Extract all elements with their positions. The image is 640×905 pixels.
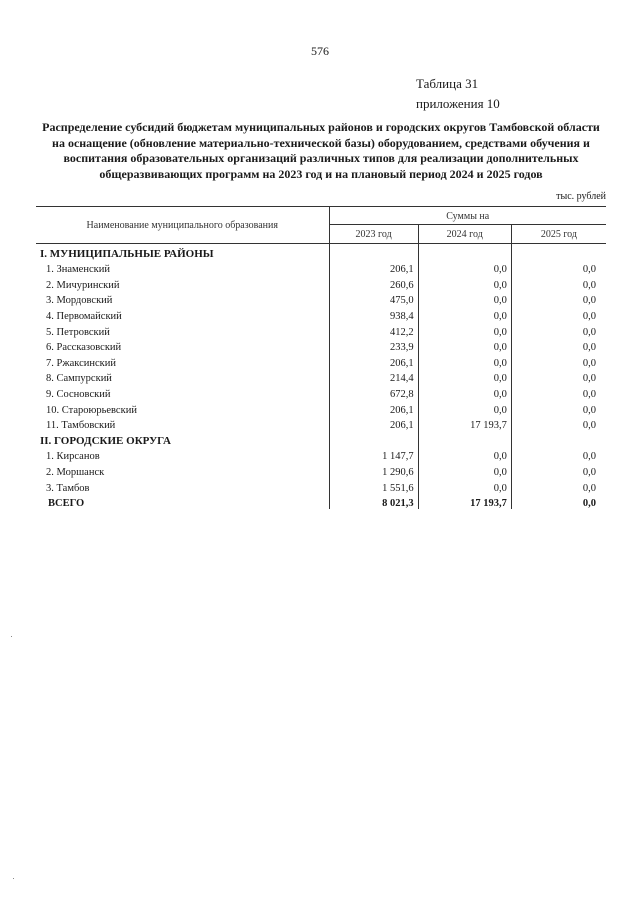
header-municipality: Наименование муниципального образования xyxy=(36,207,329,244)
row-name: ВСЕГО xyxy=(48,498,85,510)
scan-speck xyxy=(11,636,12,637)
value-2023: 938,4 xyxy=(329,306,418,322)
value-2025: 0,0 xyxy=(511,400,606,416)
value-2025: 0,0 xyxy=(511,291,606,307)
value-2025: 0,0 xyxy=(511,306,606,322)
value-2025 xyxy=(511,244,606,260)
value-2023: 233,9 xyxy=(329,338,418,354)
row-name: 2. Моршанск xyxy=(46,466,105,478)
value-2024: 0,0 xyxy=(418,384,511,400)
table-row xyxy=(36,447,606,463)
header-year-2024: 2024 год xyxy=(418,224,511,243)
scan-speck xyxy=(13,878,14,879)
table-row xyxy=(36,353,606,369)
value-2025: 0,0 xyxy=(511,494,606,510)
value-2025: 0,0 xyxy=(511,462,606,478)
row-name: 5. Петровский xyxy=(46,326,110,338)
value-2024: 0,0 xyxy=(418,291,511,307)
table-row xyxy=(36,462,606,478)
value-2023: 672,8 xyxy=(329,384,418,400)
table-row xyxy=(36,384,606,400)
header-year-2023: 2023 год xyxy=(329,224,418,243)
value-2025: 0,0 xyxy=(511,353,606,369)
value-2023: 1 147,7 xyxy=(329,447,418,463)
value-2023: 1 551,6 xyxy=(329,478,418,494)
value-2023: 260,6 xyxy=(329,275,418,291)
header-year-2025: 2025 год xyxy=(511,224,606,243)
table-row xyxy=(36,275,606,291)
value-2024 xyxy=(418,244,511,260)
row-name: II. ГОРОДСКИЕ ОКРУГА xyxy=(40,434,171,447)
row-name: 6. Рассказовский xyxy=(46,342,122,354)
value-2023: 214,4 xyxy=(329,369,418,385)
page-number: 576 xyxy=(311,44,329,58)
row-name: 3. Тамбов xyxy=(46,482,90,494)
table-header-row xyxy=(36,207,606,225)
value-2025: 0,0 xyxy=(511,260,606,276)
value-2023 xyxy=(329,431,418,447)
value-2023: 1 290,6 xyxy=(329,462,418,478)
value-2025: 0,0 xyxy=(511,275,606,291)
section-row xyxy=(36,431,606,447)
value-2023: 206,1 xyxy=(329,416,418,432)
table-row xyxy=(36,260,606,276)
row-name: 11. Тамбовский xyxy=(46,420,116,432)
value-2025: 0,0 xyxy=(511,322,606,338)
value-2024: 0,0 xyxy=(418,369,511,385)
appendix-label: приложения 10 xyxy=(416,96,500,111)
value-2023: 206,1 xyxy=(329,260,418,276)
row-name: 10. Староюрьевский xyxy=(46,404,137,416)
value-2023: 412,2 xyxy=(329,322,418,338)
value-2024 xyxy=(418,431,511,447)
value-2025: 0,0 xyxy=(511,447,606,463)
table-row xyxy=(36,338,606,354)
header-sums: Суммы на xyxy=(329,207,606,225)
table-row xyxy=(36,478,606,494)
table-row xyxy=(36,306,606,322)
subsidies-table xyxy=(36,206,606,509)
value-2024: 0,0 xyxy=(418,478,511,494)
row-name: 1. Знаменский xyxy=(46,264,110,276)
value-2025 xyxy=(511,431,606,447)
value-2025: 0,0 xyxy=(511,478,606,494)
row-name: 4. Первомайский xyxy=(46,310,122,322)
value-2023 xyxy=(329,244,418,260)
table-row xyxy=(36,400,606,416)
value-2024: 0,0 xyxy=(418,260,511,276)
value-2024: 0,0 xyxy=(418,447,511,463)
table-label: Таблица 31 xyxy=(416,76,479,91)
row-name: 2. Мичуринский xyxy=(46,279,120,291)
value-2024: 0,0 xyxy=(418,338,511,354)
table-row xyxy=(36,369,606,385)
row-name: 8. Сампурский xyxy=(46,373,112,385)
value-2025: 0,0 xyxy=(511,384,606,400)
total-row xyxy=(36,494,606,510)
value-2024: 17 193,7 xyxy=(418,494,511,510)
table-row xyxy=(36,291,606,307)
value-2025: 0,0 xyxy=(511,369,606,385)
row-name: 1. Кирсанов xyxy=(46,451,100,463)
table-row xyxy=(36,416,606,432)
value-2025: 0,0 xyxy=(511,416,606,432)
row-name: 9. Сосновский xyxy=(46,388,111,400)
value-2024: 0,0 xyxy=(418,322,511,338)
value-2024: 0,0 xyxy=(418,306,511,322)
row-name: 3. Мордовский xyxy=(46,295,113,307)
value-2024: 0,0 xyxy=(418,400,511,416)
value-2023: 206,1 xyxy=(329,353,418,369)
row-name: 7. Ржаксинский xyxy=(46,357,116,369)
table-row xyxy=(36,322,606,338)
table-body xyxy=(36,244,606,510)
value-2024: 0,0 xyxy=(418,275,511,291)
row-name: I. МУНИЦИПАЛЬНЫЕ РАЙОНЫ xyxy=(40,247,214,260)
units-label: тыс. рублей xyxy=(556,191,606,202)
value-2025: 0,0 xyxy=(511,338,606,354)
value-2023: 475,0 xyxy=(329,291,418,307)
value-2024: 0,0 xyxy=(418,353,511,369)
section-row xyxy=(36,244,606,260)
value-2023: 8 021,3 xyxy=(329,494,418,510)
document-title: Распределение субсидий бюджетам муниципальных районов и городских округов Тамбовской области на оснащение (обновление материально-технической базы) оборудованием, средствами обучения и воспитания образовательных организаций различных типов для реализации дополнительных общеразвивающих программ на 2023 год и на плановый период 2024 и 2025 годов xyxy=(42,120,600,181)
value-2024: 17 193,7 xyxy=(418,416,511,432)
value-2024: 0,0 xyxy=(418,462,511,478)
value-2023: 206,1 xyxy=(329,400,418,416)
